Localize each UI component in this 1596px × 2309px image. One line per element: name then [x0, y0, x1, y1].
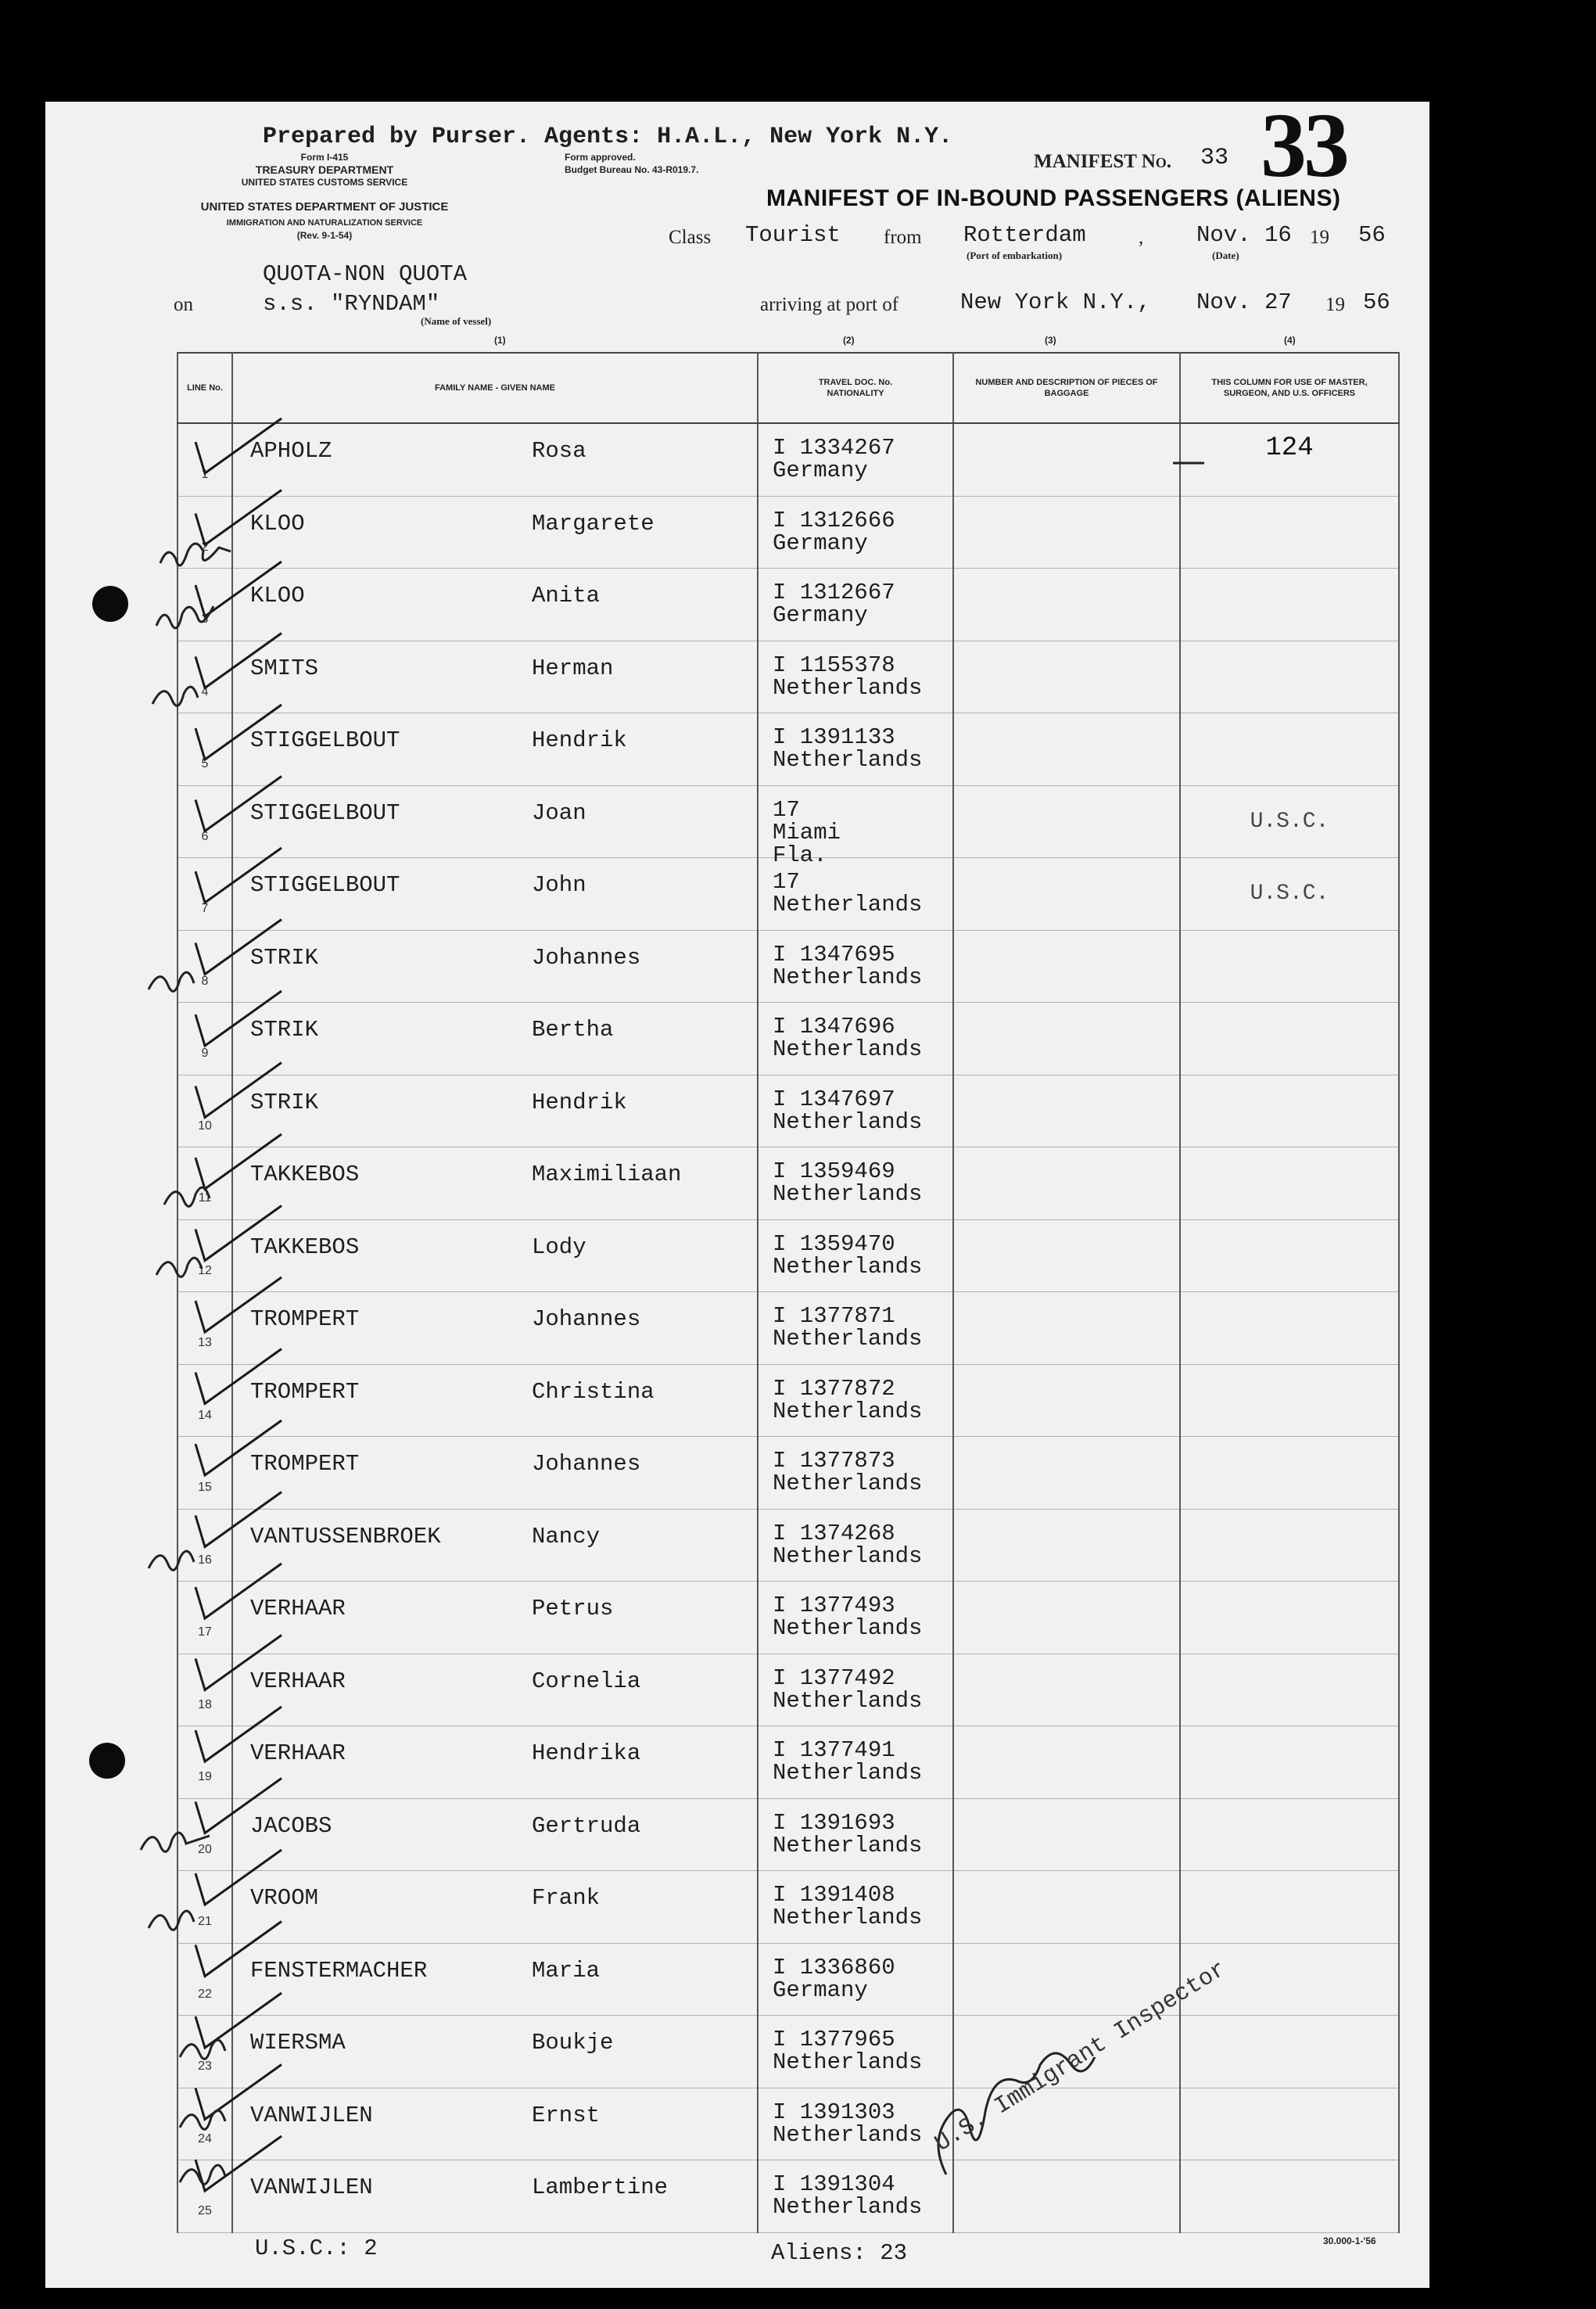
treasury-department: TREASURY DEPARTMENT — [255, 163, 394, 176]
line-number: 23 — [198, 2059, 212, 2073]
given-name: Johannes — [532, 1451, 641, 1477]
travel-doc-number: I 1377492 — [773, 1664, 895, 1691]
family-name: TAKKEBOS — [250, 1234, 360, 1260]
family-name: KLOO — [250, 510, 305, 537]
travel-doc-number: I 1347697 — [773, 1086, 895, 1112]
family-name: JACOBS — [250, 1812, 332, 1839]
baggage-cell — [953, 1437, 1180, 1510]
punch-hole-bottom — [89, 1743, 125, 1779]
travel-doc-number: I 1377493 — [773, 1593, 895, 1618]
given-name: Margarete — [532, 510, 655, 537]
line-number: 18 — [198, 1697, 212, 1711]
baggage-cell — [953, 1509, 1180, 1582]
given-name: Bertha — [532, 1017, 614, 1043]
vessel-caption: (Name of vessel) — [421, 315, 492, 327]
nationality: Netherlands — [773, 1398, 923, 1424]
budget-bureau: Budget Bureau No. 43-R019.7. — [565, 164, 699, 175]
given-name: Petrus — [532, 1596, 614, 1621]
travel-doc-number: I 1336860 — [773, 1954, 895, 1980]
baggage-cell — [953, 1582, 1180, 1654]
given-name: Frank — [532, 1885, 601, 1911]
nationality: Netherlands — [773, 1615, 923, 1641]
column-number-3: (3) — [1045, 335, 1056, 346]
baggage-cell — [953, 1075, 1180, 1147]
comma: , — [1139, 227, 1144, 248]
table-row — [178, 1364, 1399, 1437]
baggage-cell — [953, 1871, 1180, 1944]
nationality: Netherlands — [773, 964, 923, 990]
line-number: 16 — [198, 1553, 212, 1567]
baggage-cell — [953, 713, 1180, 786]
given-name: Christina — [532, 1378, 655, 1405]
given-name: Ernst — [532, 2102, 601, 2128]
given-name: Lambertine — [532, 2174, 669, 2200]
travel-doc-number: I 1312666 — [773, 507, 895, 533]
nationality: Miami — [773, 819, 841, 846]
travel-doc-number: 17 — [773, 796, 800, 823]
table-row — [178, 641, 1399, 713]
given-name: Gertruda — [532, 1812, 641, 1839]
manifest-number-stamp: 33 — [1261, 94, 1347, 196]
nationality: Germany — [773, 458, 868, 483]
line-number: 22 — [198, 1987, 212, 2001]
table-row — [178, 858, 1399, 931]
table-row — [178, 1219, 1399, 1292]
travel-doc-number: I 1391693 — [773, 1809, 895, 1836]
travel-doc-number: 17 — [773, 869, 800, 895]
arrival-port: New York N.Y., — [960, 289, 1151, 315]
table-row — [178, 1292, 1399, 1365]
baggage-cell — [953, 1726, 1180, 1799]
line-number: 2 — [201, 540, 209, 554]
travel-doc-number: I 1377872 — [773, 1375, 895, 1402]
line-number: 24 — [198, 2131, 212, 2146]
table-row — [178, 1798, 1399, 1871]
from-label: from — [884, 227, 922, 248]
header-name: FAMILY NAME - GIVEN NAME — [232, 353, 758, 423]
family-name: VANWIJLEN — [250, 2102, 373, 2128]
table-row — [178, 496, 1399, 569]
family-name: APHOLZ — [250, 438, 332, 464]
given-name: Cornelia — [532, 1668, 641, 1694]
baggage-cell — [953, 930, 1180, 1003]
table-row — [178, 1509, 1399, 1582]
departure-date: Nov. 16 — [1196, 222, 1292, 248]
class-label: Class — [669, 227, 712, 248]
given-name: Hendrik — [532, 727, 627, 753]
nationality-line-2: Fla. — [773, 842, 827, 868]
family-name: FENSTERMACHER — [250, 1957, 428, 1984]
nationality: Netherlands — [773, 1542, 923, 1569]
nationality: Netherlands — [773, 1905, 923, 1930]
family-name: TROMPERT — [250, 1451, 360, 1477]
table-row — [178, 2016, 1399, 2088]
line-number: 8 — [201, 974, 209, 988]
line-number: 21 — [198, 1915, 212, 1928]
baggage-cell — [953, 1292, 1180, 1365]
baggage-cell — [953, 1654, 1180, 1726]
customs-service: UNITED STATES CUSTOMS SERVICE — [241, 177, 408, 188]
given-name: Lody — [532, 1234, 586, 1260]
arriving-label: arriving at port of — [760, 294, 899, 315]
travel-doc-number: I 1391408 — [773, 1882, 895, 1908]
form-code: 30.000-1-'56 — [1323, 2235, 1376, 2246]
line-number: 5 — [201, 757, 209, 770]
departure-year-prefix: 19 — [1310, 227, 1329, 248]
baggage-cell — [953, 1219, 1180, 1292]
vessel-name: s.s. "RYNDAM" — [263, 291, 440, 317]
date-caption: (Date) — [1212, 250, 1239, 261]
given-name: Rosa — [532, 438, 586, 464]
travel-doc-number: I 1334267 — [773, 435, 895, 461]
form-approved: Form approved. — [565, 152, 636, 163]
nationality: Netherlands — [773, 1687, 923, 1714]
nationality: Netherlands — [773, 1326, 923, 1352]
nationality: Germany — [773, 1977, 868, 2003]
form-number: Form I-415 — [300, 152, 349, 163]
travel-doc-number: I 1347695 — [773, 941, 895, 968]
line-number: 9 — [201, 1047, 209, 1060]
port-caption: (Port of embarkation) — [967, 250, 1063, 261]
given-name: John — [532, 872, 586, 898]
table-row — [178, 930, 1399, 1003]
line-number: 13 — [198, 1336, 212, 1349]
line-number: 20 — [198, 1842, 212, 1856]
form-revision: (Rev. 9-1-54) — [296, 230, 353, 241]
nationality: Netherlands — [773, 1036, 923, 1062]
quota-line: QUOTA-NON QUOTA — [263, 261, 468, 287]
line-number: 19 — [198, 1770, 212, 1783]
department-of-justice: UNITED STATES DEPARTMENT OF JUSTICE — [200, 200, 449, 214]
family-name: SMITS — [250, 655, 319, 681]
baggage-cell — [953, 569, 1180, 641]
line-number: 10 — [198, 1119, 212, 1133]
travel-doc-number: I 1312667 — [773, 580, 895, 605]
travel-doc-number: I 1377491 — [773, 1737, 895, 1763]
table-row — [178, 569, 1399, 641]
line-number: 12 — [198, 1263, 212, 1277]
header-officers: THIS COLUMN FOR USE OF MASTER, SURGEON, AND U.S. OFFICERS — [1180, 353, 1399, 423]
nationality: Netherlands — [773, 1760, 923, 1786]
baggage-cell — [953, 785, 1180, 858]
given-name: Nancy — [532, 1523, 601, 1550]
table-row — [178, 1437, 1399, 1510]
inspector-stamp: U.S. Immigrant Inspector — [931, 1956, 1232, 2158]
nationality: Netherlands — [773, 1832, 923, 1858]
baggage-cell — [953, 641, 1180, 713]
nationality: Netherlands — [773, 2049, 923, 2075]
nationality: Netherlands — [773, 1108, 923, 1135]
nationality: Germany — [773, 530, 868, 556]
officer-note: U.S.C. — [1250, 882, 1329, 906]
given-name: Anita — [532, 583, 601, 609]
family-name: VANWIJLEN — [250, 2174, 373, 2200]
manifest-number-label: MANIFEST No. — [1034, 151, 1172, 172]
arrival-year: 56 — [1363, 289, 1390, 315]
usc-total: U.S.C.: 2 — [255, 2235, 378, 2261]
given-name: Hendrika — [532, 1740, 641, 1766]
nationality: Netherlands — [773, 747, 923, 773]
given-name: Johannes — [532, 1306, 641, 1332]
family-name: STRIK — [250, 1017, 319, 1043]
nationality: Netherlands — [773, 1471, 923, 1496]
line-number: 1 — [201, 468, 209, 481]
baggage-cell — [953, 423, 1180, 496]
nationality: Netherlands — [773, 1253, 923, 1280]
family-name: VERHAAR — [250, 1668, 346, 1694]
line-number: 25 — [198, 2204, 212, 2217]
column-number-4: (4) — [1284, 335, 1296, 346]
travel-doc-number: I 1155378 — [773, 652, 895, 678]
family-name: TROMPERT — [250, 1378, 360, 1405]
table-row — [178, 1582, 1399, 1654]
on-label: on — [174, 294, 193, 315]
table-row — [178, 1147, 1399, 1220]
header-travel-doc: TRAVEL DOC. No. NATIONALITY — [758, 353, 953, 423]
given-name: Joan — [532, 799, 586, 826]
given-name: Herman — [532, 655, 614, 681]
family-name: TAKKEBOS — [250, 1162, 360, 1187]
table-row — [178, 2160, 1399, 2233]
manifest-number-typed: 33 — [1200, 145, 1229, 171]
line-number: 14 — [198, 1408, 212, 1422]
family-name: STIGGELBOUT — [250, 872, 400, 898]
header-baggage: NUMBER AND DESCRIPTION OF PIECES OF BAGGAGE — [953, 353, 1180, 423]
nationality: Germany — [773, 602, 868, 628]
table-row — [178, 423, 1399, 496]
baggage-cell — [953, 2160, 1180, 2233]
given-name: Boukje — [532, 2030, 614, 2056]
family-name: VERHAAR — [250, 1740, 346, 1766]
line-number: 7 — [201, 902, 209, 915]
punch-hole-top — [92, 586, 128, 622]
table-row — [178, 1726, 1399, 1799]
arrival-date: Nov. 27 — [1196, 289, 1292, 315]
officer-note: 124 — [1265, 433, 1314, 463]
embarkation-port: Rotterdam — [963, 222, 1086, 248]
baggage-cell — [953, 1364, 1180, 1437]
family-name: VROOM — [250, 1885, 319, 1911]
travel-doc-number: I 1391304 — [773, 2171, 895, 2197]
travel-doc-number: I 1377965 — [773, 2027, 895, 2052]
family-name: TROMPERT — [250, 1306, 360, 1332]
family-name: STIGGELBOUT — [250, 799, 400, 826]
column-number-2: (2) — [843, 335, 855, 346]
travel-doc-number: I 1377873 — [773, 1448, 895, 1474]
line-number: 6 — [201, 829, 209, 843]
table-row — [178, 1871, 1399, 1944]
class-value: Tourist — [745, 222, 841, 248]
given-name: Hendrik — [532, 1089, 627, 1115]
table-row — [178, 1654, 1399, 1726]
family-name: STRIK — [250, 1089, 319, 1115]
line-number: 3 — [201, 612, 209, 626]
travel-doc-number: I 1347696 — [773, 1014, 895, 1040]
table-row — [178, 1075, 1399, 1147]
family-name: WIERSMA — [250, 2030, 346, 2056]
given-name: Maximiliaan — [532, 1162, 682, 1187]
travel-doc-number: I 1377871 — [773, 1303, 895, 1329]
baggage-cell — [953, 1003, 1180, 1075]
prepared-by-line: Prepared by Purser. Agents: H.A.L., New York N.Y. — [263, 124, 953, 150]
nationality: Netherlands — [773, 1181, 923, 1207]
ins-service: IMMIGRATION AND NATURALIZATION SERVICE — [226, 218, 423, 228]
line-number: 17 — [198, 1625, 212, 1639]
given-name: Maria — [532, 1957, 601, 1984]
passenger-table — [177, 352, 1400, 2233]
family-name: VANTUSSENBROEK — [250, 1523, 441, 1550]
family-name: STIGGELBOUT — [250, 727, 400, 753]
nationality: Netherlands — [773, 674, 923, 701]
travel-doc-number: I 1374268 — [773, 1520, 895, 1546]
baggage-cell — [953, 858, 1180, 931]
travel-doc-number: I 1391303 — [773, 2099, 895, 2125]
arrival-year-prefix: 19 — [1325, 294, 1345, 315]
baggage-cell — [953, 1147, 1180, 1220]
manifest-title: MANIFEST OF IN-BOUND PASSENGERS (ALIENS) — [766, 185, 1341, 211]
baggage-cell — [953, 1798, 1180, 1871]
travel-doc-number: I 1391133 — [773, 724, 895, 750]
officer-note: U.S.C. — [1250, 809, 1329, 834]
aliens-total: Aliens: 23 — [771, 2240, 908, 2266]
line-number: 11 — [198, 1191, 212, 1205]
line-number: 4 — [201, 684, 209, 698]
nationality: Netherlands — [773, 892, 923, 917]
table-row — [178, 785, 1399, 858]
line-number: 15 — [198, 1481, 212, 1494]
header-line-no: LINE No. — [178, 353, 232, 423]
column-number-1: (1) — [494, 335, 506, 346]
family-name: STRIK — [250, 944, 319, 971]
travel-doc-number: I 1359470 — [773, 1230, 895, 1257]
family-name: KLOO — [250, 583, 305, 609]
nationality: Netherlands — [773, 2121, 923, 2148]
family-name: VERHAAR — [250, 1596, 346, 1621]
given-name: Johannes — [532, 944, 641, 971]
travel-doc-number: I 1359469 — [773, 1158, 895, 1184]
departure-year: 56 — [1358, 222, 1386, 248]
baggage-cell — [953, 496, 1180, 569]
table-row — [178, 1003, 1399, 1075]
table-row — [178, 713, 1399, 786]
nationality: Netherlands — [773, 2194, 923, 2220]
table-row — [178, 2088, 1399, 2160]
